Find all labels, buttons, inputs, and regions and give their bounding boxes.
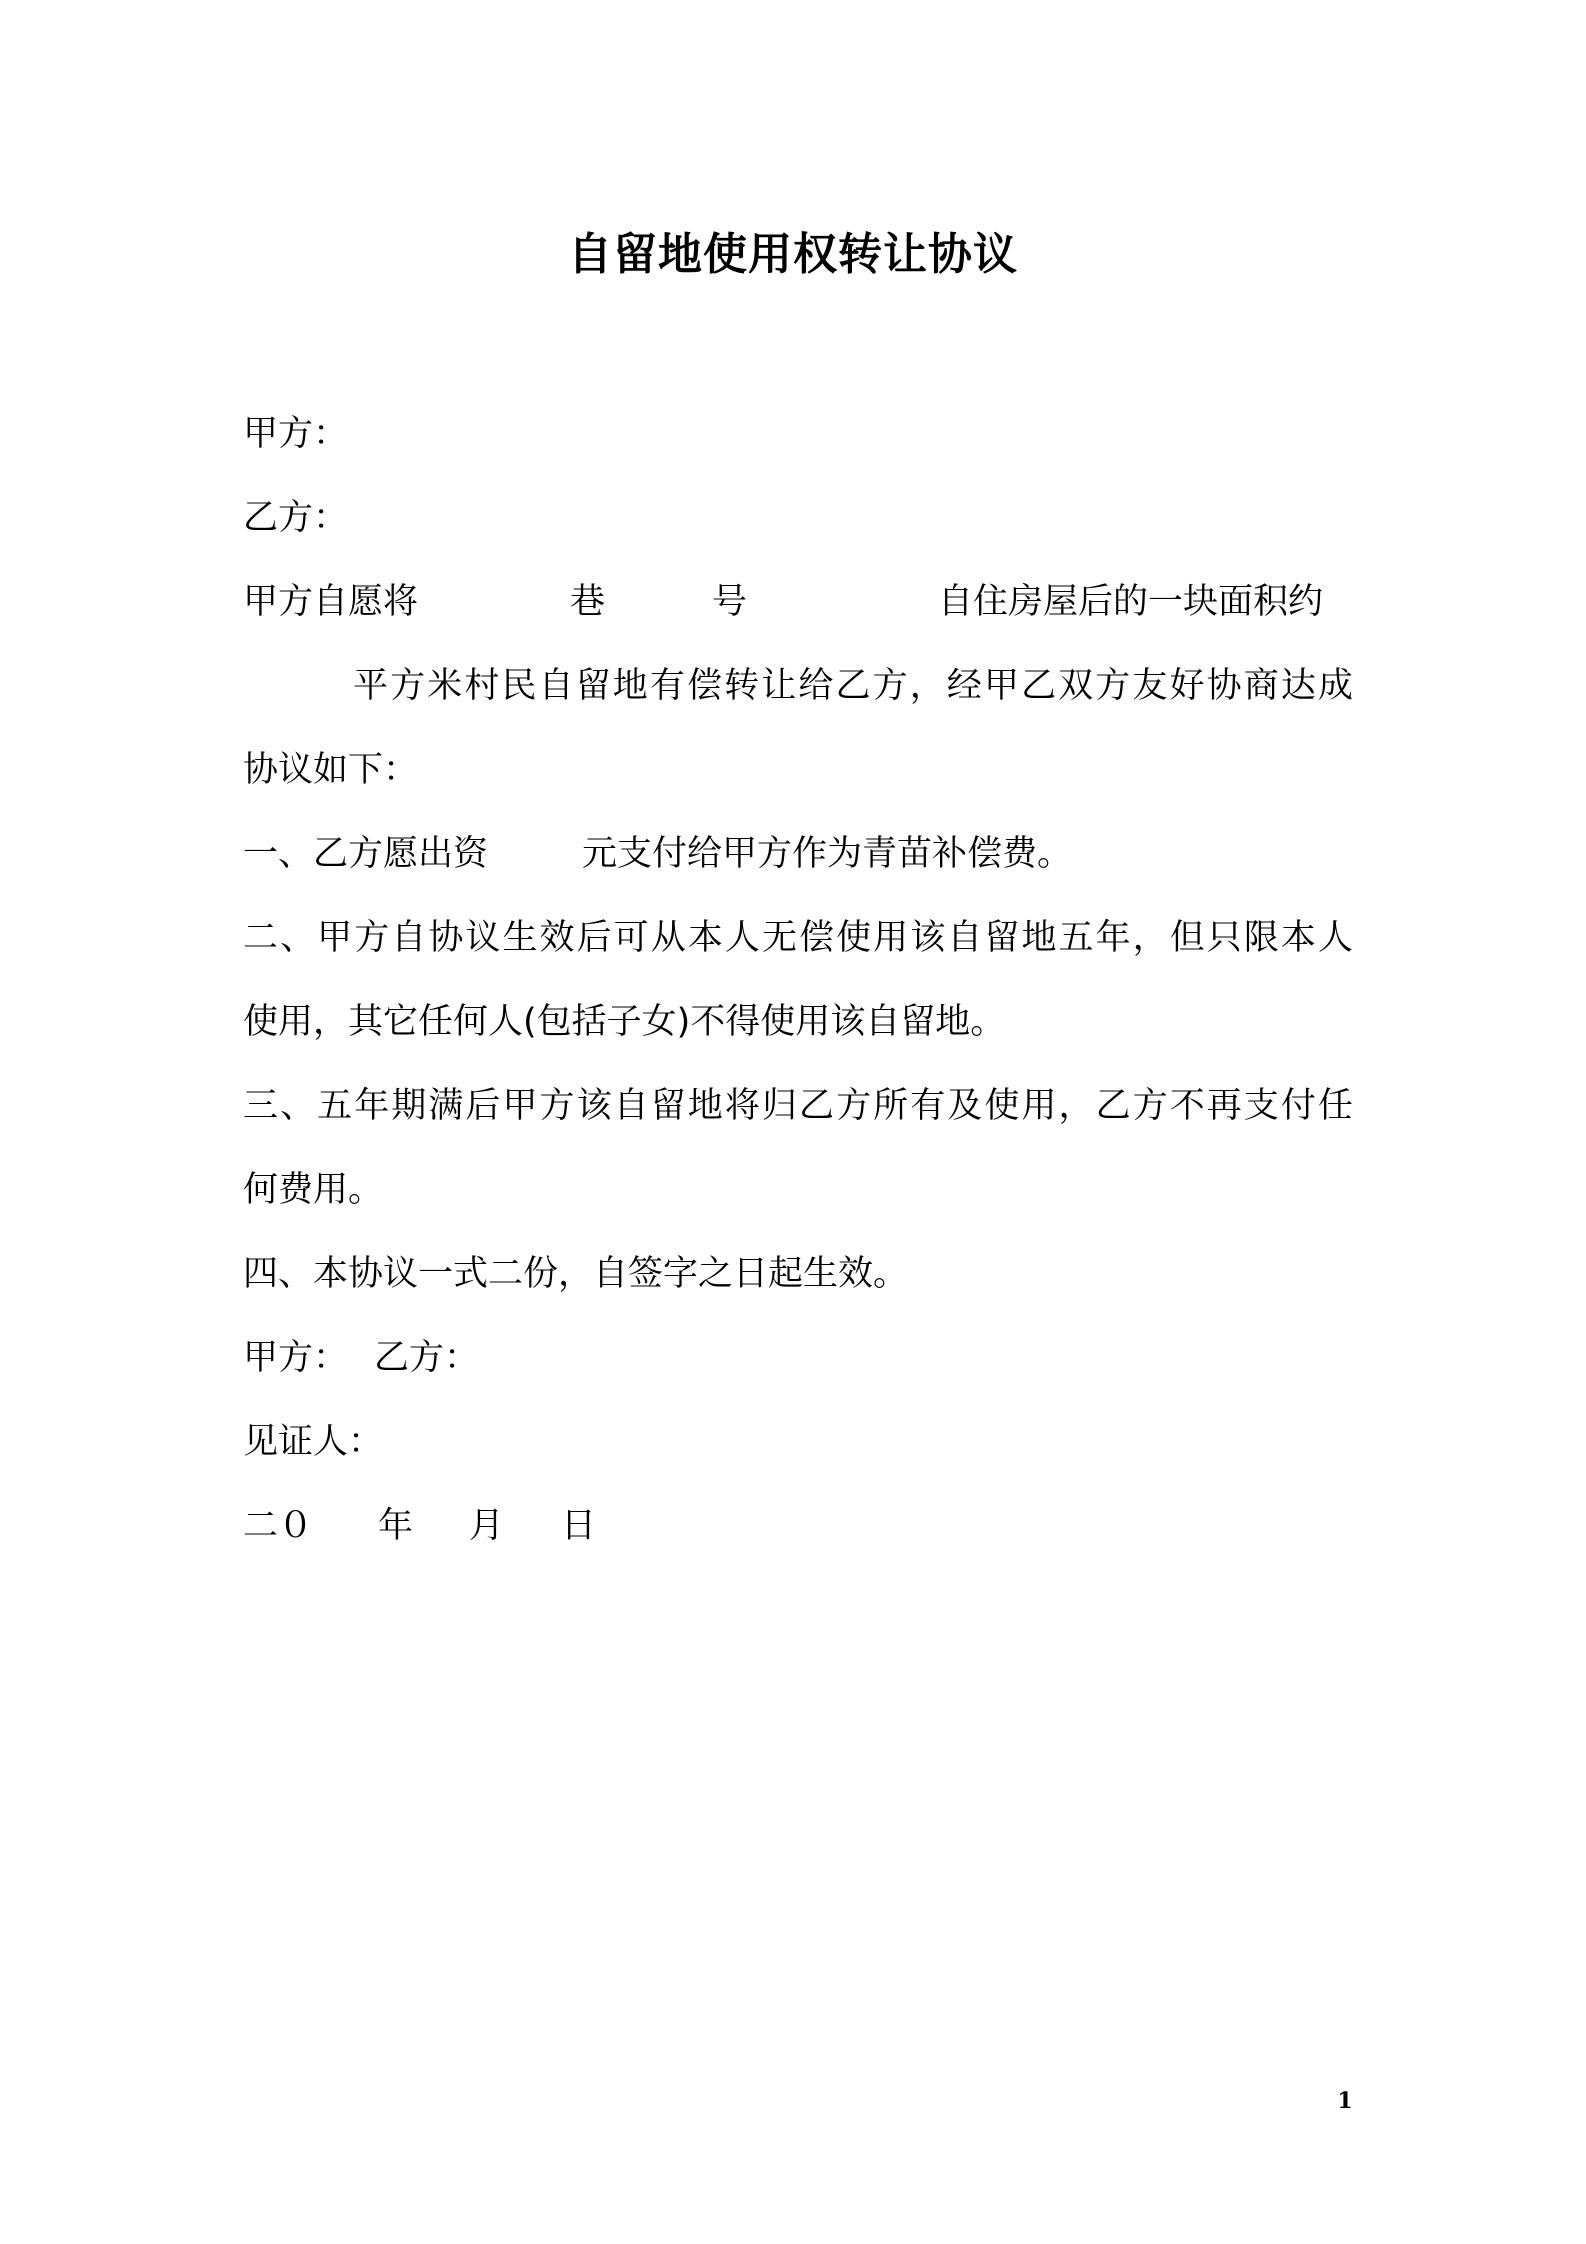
party-a-line — [243, 412, 1353, 456]
date-month: 月 — [469, 1506, 505, 1546]
intro-text-5: 平方米村民自留地有偿转让给乙方，经甲乙双方友好协商达成 — [353, 666, 1353, 706]
witness-line: 见证人： — [243, 1422, 384, 1462]
date-year: 年 — [378, 1506, 414, 1546]
intro-text-6: 协议如下： — [243, 750, 419, 790]
clause-1-text-2: 元支付给甲方作为青苗补偿费。 — [582, 834, 1073, 874]
clause-2-line-2: 使用，其它任何人(包括子女)不得使用该自留地。 — [243, 1002, 1006, 1042]
page-number: 1 — [1337, 2088, 1353, 2114]
party-b-label: 乙方： — [243, 498, 349, 538]
intro-text-1: 甲方自愿将 — [243, 582, 419, 622]
clause-1-text-1: 一、乙方愿出资 — [243, 834, 489, 874]
intro-text-2: 巷 — [570, 582, 606, 622]
date-day: 日 — [561, 1506, 597, 1546]
signature-party-a: 甲方： — [243, 1338, 349, 1378]
signature-party-b: 乙方： — [374, 1338, 480, 1378]
intro-line-3 — [243, 748, 1353, 792]
clause-3-line-2: 何费用。 — [243, 1170, 384, 1210]
clause-2-line-1: 二、甲方自协议生效后可从本人无偿使用该自留地五年，但只限本人 — [243, 918, 1353, 958]
document-title: 自留地使用权转让协议 — [568, 229, 1018, 280]
clause-4-line: 四、本协议一式二份，自签字之日起生效。 — [243, 1254, 909, 1294]
party-a-label: 甲方： — [243, 414, 349, 454]
date-prefix: 二０ — [243, 1506, 314, 1546]
clause-3-line-1: 三、五年期满后甲方该自留地将归乙方所有及使用，乙方不再支付任 — [243, 1086, 1353, 1126]
intro-text-4: 自住房屋后的一块面积约 — [938, 582, 1324, 622]
intro-text-3: 号 — [712, 582, 748, 622]
party-b-line — [243, 496, 1353, 540]
